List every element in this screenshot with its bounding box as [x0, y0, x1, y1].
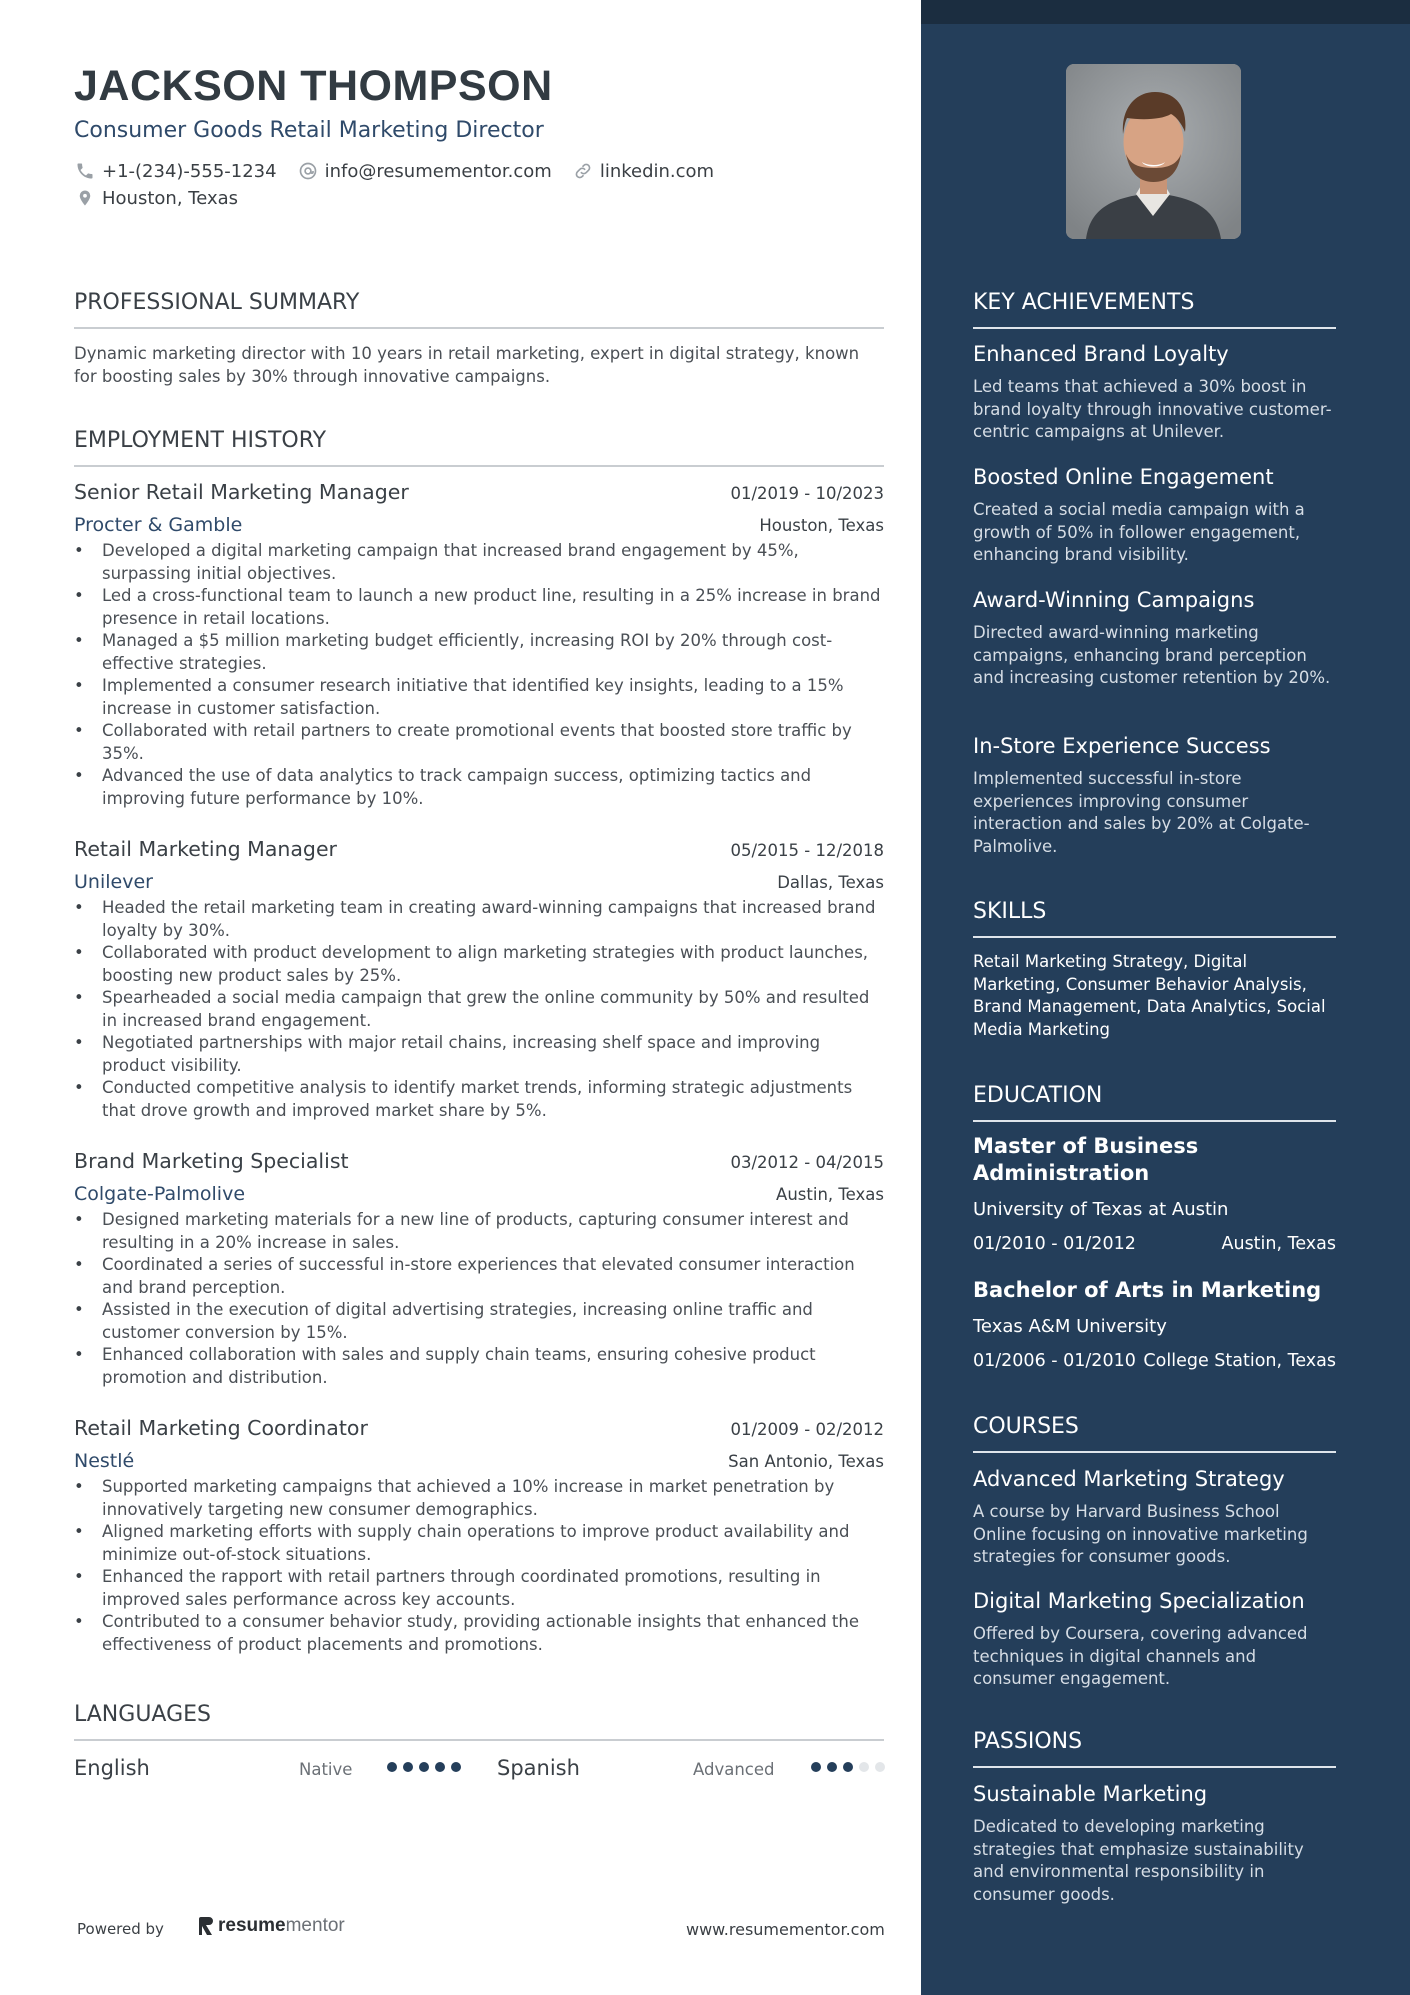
- achievement-item: [973, 465, 1336, 567]
- location-item: [74, 187, 238, 209]
- job-entry-company: Unilever: [74, 871, 153, 893]
- job-entry-company: Procter & Gamble: [74, 514, 243, 536]
- bullet-item: • Coordinated a series of successful in-store experiences that elevated consumer interaction and brand perception.: [74, 1254, 884, 1299]
- job-bullets: [74, 540, 884, 810]
- job-entry-title: Retail Marketing Coordinator: [74, 1416, 368, 1440]
- contact-location: [74, 187, 258, 209]
- skills-text: Retail Marketing Strategy, Digital Marketing, Consumer Behavior Analysis, Brand Management, Data Analytics, Social Media Marketing: [973, 952, 1326, 1039]
- achievement-title: In-Store Experience Success: [973, 734, 1271, 758]
- education-school: Texas A&M University: [973, 1316, 1167, 1337]
- candidate-name: JACKSON THOMPSON: [74, 62, 553, 110]
- location-text: Houston, Texas: [102, 187, 239, 209]
- bullet-item: • Managed a $5 million marketing budget efficiently, increasing ROI by 20% through cost-effective strategies.: [74, 630, 884, 675]
- job-entry: [74, 480, 884, 810]
- logo-text-bold: resume: [218, 1915, 286, 1936]
- job-entry-location: San Antonio, Texas: [728, 1452, 884, 1471]
- job-bullets: [74, 897, 884, 1122]
- resumementor-logo[interactable]: [198, 1915, 345, 1937]
- achievement-item: [973, 734, 1336, 858]
- courses-heading: COURSES: [973, 1414, 1336, 1453]
- employment-heading: EMPLOYMENT HISTORY: [74, 428, 884, 467]
- bullet-item: • Collaborated with retail partners to create promotional events that boosted store traffic by 35%.: [74, 720, 884, 765]
- achievement-text: Led teams that achieved a 30% boost in brand loyalty through innovative customer-centric campaigns at Unilever.: [973, 377, 1332, 441]
- job-entry-dates: 01/2009 - 02/2012: [730, 1420, 884, 1439]
- bullet-item: • Spearheaded a social media campaign that grew the online community by 50% and resulted in increased brand engagement.: [74, 987, 884, 1032]
- language-rating: [387, 1762, 467, 1772]
- course-item: [973, 1589, 1336, 1691]
- footer-website-link[interactable]: www.resumementor.com: [686, 1920, 885, 1939]
- languages-heading: LANGUAGES: [74, 1702, 884, 1741]
- achievements-heading: KEY ACHIEVEMENTS: [973, 290, 1336, 329]
- education-item: [973, 1133, 1336, 1254]
- summary-heading: PROFESSIONAL SUMMARY: [74, 290, 884, 329]
- achievement-item: [973, 342, 1336, 444]
- rating-dot-filled: [827, 1762, 837, 1772]
- logo-text-light: mentor: [285, 1915, 345, 1936]
- job-entry-title: Senior Retail Marketing Manager: [74, 480, 409, 504]
- language-rating: [811, 1762, 891, 1772]
- achievement-text: Created a social media campaign with a growth of 50% in follower engagement, enhancing brand visibility.: [973, 500, 1305, 564]
- achievement-title: Enhanced Brand Loyalty: [973, 342, 1229, 366]
- skills-heading: SKILLS: [973, 899, 1336, 938]
- phone-icon: [74, 160, 96, 182]
- job-entry-location: Austin, Texas: [776, 1185, 884, 1204]
- job-entry-dates: 05/2015 - 12/2018: [730, 841, 884, 860]
- rating-dot-filled: [403, 1762, 413, 1772]
- language-name: English: [74, 1756, 150, 1780]
- course-item: [973, 1467, 1336, 1569]
- phone-text: +1-(234)-555-1234: [102, 160, 277, 182]
- rating-dot-filled: [387, 1762, 397, 1772]
- job-bullets: [74, 1476, 884, 1656]
- rating-dot-filled: [451, 1762, 461, 1772]
- bullet-item: • Enhanced collaboration with sales and supply chain teams, ensuring cohesive product promotion and distribution.: [74, 1344, 884, 1389]
- education-dates: 01/2010 - 01/2012: [973, 1234, 1136, 1254]
- achievement-text: Directed award-winning marketing campaigns, enhancing brand perception and increasing customer retention by 20%.: [973, 623, 1331, 687]
- education-degree: Master of Business Administration: [973, 1134, 1199, 1185]
- language-level: Native: [299, 1760, 353, 1779]
- bullet-item: • Contributed to a consumer behavior study, providing actionable insights that enhanced the effectiveness of product placements and promotions.: [74, 1611, 884, 1656]
- rating-dot-filled: [419, 1762, 429, 1772]
- job-bullets: [74, 1209, 884, 1389]
- contact-row: [74, 160, 734, 182]
- job-entry-location: Dallas, Texas: [777, 873, 884, 892]
- job-entry-company: Colgate-Palmolive: [74, 1183, 246, 1205]
- job-entry: [74, 1416, 884, 1656]
- education-heading: EDUCATION: [973, 1083, 1336, 1122]
- link-icon: [572, 160, 594, 182]
- language-name: Spanish: [497, 1756, 580, 1780]
- bullet-item: • Led a cross-functional team to launch a new product line, resulting in a 25% increase in brand presence in retail locations.: [74, 585, 884, 630]
- email-text: info@resumementor.com: [324, 160, 552, 182]
- rating-dot-filled: [811, 1762, 821, 1772]
- bullet-item: • Advanced the use of data analytics to track campaign success, optimizing tactics and improving future performance by 10%.: [74, 765, 884, 810]
- summary-text: Dynamic marketing director with 10 years in retail marketing, expert in digital strategy, known for boosting sales by 30% through innovative campaigns.: [74, 344, 860, 386]
- education-school: University of Texas at Austin: [973, 1199, 1229, 1220]
- achievement-title: Boosted Online Engagement: [973, 465, 1274, 489]
- job-entry: [74, 1149, 884, 1389]
- job-entry-dates: 03/2012 - 04/2015: [730, 1153, 884, 1172]
- job-entry-company: Nestlé: [74, 1450, 135, 1472]
- at-icon: [297, 160, 319, 182]
- job-entry: [74, 837, 884, 1122]
- powered-by-label: Powered by: [77, 1920, 164, 1938]
- profile-photo: [1066, 64, 1241, 239]
- sidebar-top-band: [921, 0, 1410, 24]
- achievement-text: Implemented successful in-store experiences improving consumer interaction and sales by 20% at Colgate-Palmolive.: [973, 769, 1310, 856]
- job-entry-title: Retail Marketing Manager: [74, 837, 337, 861]
- passion-text: Dedicated to developing marketing strategies that emphasize sustainability and environmental responsibility in consumer goods.: [973, 1817, 1304, 1904]
- bullet-item: • Conducted competitive analysis to identify market trends, informing strategic adjustments that drove growth and improved market share by 5%.: [74, 1077, 884, 1122]
- bullet-item: • Negotiated partnerships with major retail chains, increasing shelf space and improving product visibility.: [74, 1032, 884, 1077]
- rating-dot-filled: [843, 1762, 853, 1772]
- education-degree: Bachelor of Arts in Marketing: [973, 1278, 1322, 1302]
- language-level: Advanced: [693, 1760, 775, 1779]
- education-dates: 01/2006 - 01/2010: [973, 1351, 1136, 1371]
- contact-email[interactable]: [297, 160, 552, 182]
- contact-phone[interactable]: [74, 160, 277, 182]
- linkedin-text: linkedin.com: [599, 160, 715, 182]
- rating-dot-filled: [435, 1762, 445, 1772]
- bullet-item: • Designed marketing materials for a new line of products, capturing consumer interest and resulting in a 20% increase in sales.: [74, 1209, 884, 1254]
- bullet-item: • Developed a digital marketing campaign that increased brand engagement by 45%, surpassing initial objectives.: [74, 540, 884, 585]
- bullet-item: • Supported marketing campaigns that achieved a 10% increase in market penetration by innovatively targeting new consumer demographics.: [74, 1476, 884, 1521]
- job-entry-title: Brand Marketing Specialist: [74, 1149, 349, 1173]
- bullet-item: • Assisted in the execution of digital advertising strategies, increasing online traffic and customer conversion by 15%.: [74, 1299, 884, 1344]
- rating-dot-empty: [875, 1762, 885, 1772]
- course-title: Advanced Marketing Strategy: [973, 1467, 1285, 1491]
- course-text: A course by Harvard Business School Online focusing on innovative marketing strategies for consumer goods.: [973, 1502, 1308, 1566]
- job-entry-location: Houston, Texas: [759, 516, 884, 535]
- bullet-item: • Aligned marketing efforts with supply chain operations to improve product availability and minimize out-of-stock situations.: [74, 1521, 884, 1566]
- map-pin-icon: [74, 187, 96, 209]
- course-title: Digital Marketing Specialization: [973, 1589, 1305, 1613]
- bullet-item: • Implemented a consumer research initiative that identified key insights, leading to a 15% increase in customer satisfaction.: [74, 675, 884, 720]
- achievement-item: [973, 588, 1336, 690]
- passions-heading: PASSIONS: [973, 1729, 1336, 1768]
- achievement-title: Award-Winning Campaigns: [973, 588, 1255, 612]
- passion-item: [973, 1782, 1336, 1906]
- bullet-item: • Headed the retail marketing team in creating award-winning campaigns that increased brand loyalty by 30%.: [74, 897, 884, 942]
- bullet-item: • Collaborated with product development to align marketing strategies with product launches, boosting new product sales by 25%.: [74, 942, 884, 987]
- contact-linkedin[interactable]: [572, 160, 714, 182]
- job-entry-dates: 01/2019 - 10/2023: [730, 484, 884, 503]
- job-title: Consumer Goods Retail Marketing Director: [74, 118, 544, 143]
- bullet-item: • Enhanced the rapport with retail partners through coordinated promotions, resulting in improved sales performance across key accounts.: [74, 1566, 884, 1611]
- education-location: Austin, Texas: [1221, 1234, 1336, 1254]
- education-location: College Station, Texas: [1143, 1351, 1336, 1371]
- rating-dot-empty: [859, 1762, 869, 1772]
- education-item: [973, 1277, 1336, 1371]
- course-text: Offered by Coursera, covering advanced techniques in digital channels and consumer engagement.: [973, 1624, 1308, 1688]
- passion-title: Sustainable Marketing: [973, 1782, 1208, 1806]
- resumementor-logo-icon: [198, 1916, 214, 1936]
